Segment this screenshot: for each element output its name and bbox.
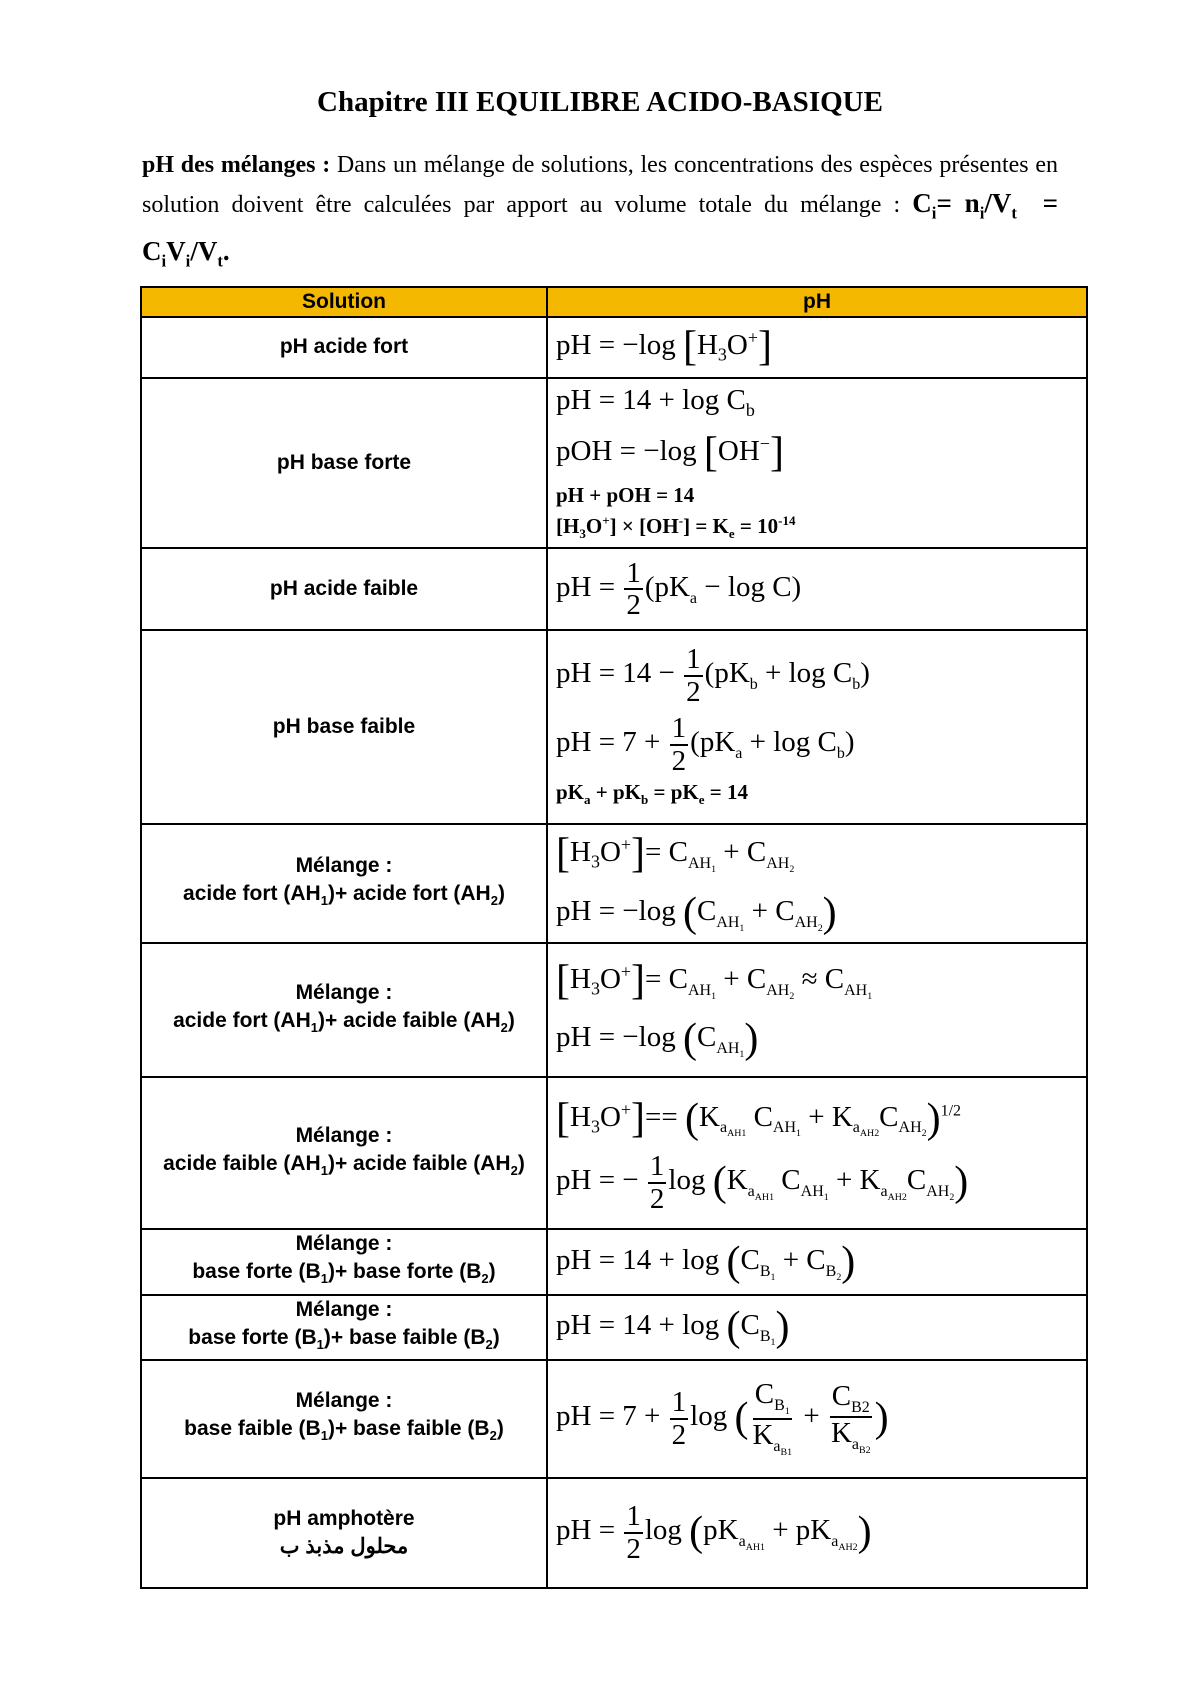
row-equation bbox=[547, 1360, 1087, 1478]
note: $[H_3O^+] \times [OH^-] = K_e = 10^{-14}$ bbox=[556, 513, 796, 542]
equation: pOH = −log [OH−] bbox=[556, 429, 784, 476]
page-title: Chapitre III EQUILIBRE ACIDO-BASIQUE bbox=[317, 86, 883, 118]
equation: $[H_3O^+]== (K_{a_{AH1}}$ $C_{AH_1} + K_{a_{AH2}}C_{AH_2})^{1/2}$ bbox=[556, 1095, 962, 1142]
row-label bbox=[141, 1295, 547, 1360]
equation: $[H_3O^+]= C_{AH_1} + C_{AH_2}$ bbox=[556, 831, 795, 878]
table-row bbox=[141, 1478, 1087, 1588]
equation: pH = −log $[H_3O^+]$ bbox=[556, 324, 772, 370]
row-label-top: Mélange : bbox=[295, 1389, 393, 1413]
row-equation bbox=[547, 1077, 1087, 1229]
table-row bbox=[141, 1360, 1087, 1478]
row-label-top: Mélange : bbox=[295, 1123, 393, 1147]
equation: pH = $14 + \log (C_{B_1} + C_{B_2})$ bbox=[556, 1238, 856, 1285]
table-row bbox=[141, 630, 1087, 824]
equation: pH = 7 + $\frac{1}{2}$ $(pK_a + \log C_b)$ bbox=[556, 712, 855, 777]
table-row bbox=[141, 824, 1087, 943]
equation: pH = −log $(C_{AH_1})$ bbox=[556, 1016, 759, 1063]
row-label-top: Mélange : bbox=[295, 1297, 393, 1321]
row-label-top: Mélange : bbox=[295, 1232, 393, 1256]
equation: pH = $\frac{1}{2}$ $(pK_a - \log C)$ bbox=[556, 557, 802, 622]
equation: pH = 7 + $\frac{1}{2}$ log ( $\frac{C_{B_1}}{K_{a_{B1}}}$ + $\frac{C_{B2}}{K_{a_{B2}}}$ ) bbox=[556, 1378, 889, 1458]
row-label: pH acide fort bbox=[141, 317, 547, 378]
equation: pH = $14 + \log C_b$ bbox=[556, 383, 755, 420]
intro-formula: $C_i= n_i/V_t = C_iV_i/V_t$. bbox=[142, 188, 1059, 271]
row-label: pH base forte bbox=[141, 378, 547, 549]
equation: pH = $\frac{1}{2}$ $\log (pK_{a_{AH1}} + pK_{a_{AH2}})$ bbox=[556, 1500, 872, 1565]
row-equation bbox=[547, 630, 1087, 824]
row-equation bbox=[547, 317, 1087, 378]
row-label-main: acide fort $(AH_1)+$ acide fort $(AH_2)$ bbox=[183, 882, 505, 909]
intro-lead: pH des mélanges : bbox=[142, 152, 331, 178]
equation: $[H_3O^+]= C_{AH_1} + C_{AH_2} \approx C_{AH_1}$ bbox=[556, 957, 873, 1004]
equation: pH = − $\frac{1}{2}$ $\log (K_{a_{AH1}}$ $C_{AH_1} + K_{a_{AH2}}C_{AH_2}$) bbox=[556, 1150, 969, 1215]
note: $pK_a + pK_b = pK_e = 14$ bbox=[556, 780, 748, 808]
equation: pH = −log $(C_{AH_1} + C_{AH_2})$ bbox=[556, 889, 837, 936]
row-label bbox=[141, 1478, 547, 1588]
header-ph: pH bbox=[547, 287, 1087, 317]
row-equation bbox=[547, 1229, 1087, 1294]
table-row bbox=[141, 943, 1087, 1077]
intro-text: Dans un mélange de solutions, les concentrations des espèces présentes en solution doivent être calculées par apport au volume totale du mélange : bbox=[142, 152, 1058, 218]
row-label-main: base forte $(B_1)+$ base forte $(B_2)$ bbox=[192, 1260, 496, 1287]
table-row bbox=[141, 1077, 1087, 1229]
row-label bbox=[141, 943, 547, 1077]
equation: pH = $14 + \log (C_{B_1})$ bbox=[556, 1303, 790, 1350]
row-label-main: acide faible $(AH_1)+$ acide faible $(AH_2)$ bbox=[163, 1151, 525, 1179]
equation: pH = 14 − $\frac{1}{2}$ $(pK_b + \log C_b)$ bbox=[556, 643, 870, 708]
row-label-main: pH amphotère bbox=[273, 1506, 415, 1530]
row-label-main: base faible $(B_1)+$ base faible $(B_2)$ bbox=[184, 1417, 504, 1444]
table-row bbox=[141, 548, 1087, 630]
row-label bbox=[141, 1360, 547, 1478]
row-equation bbox=[547, 824, 1087, 943]
intro-paragraph bbox=[142, 146, 1058, 281]
table-row bbox=[141, 317, 1087, 378]
row-equation bbox=[547, 943, 1087, 1077]
row-equation bbox=[547, 1295, 1087, 1360]
row-equation bbox=[547, 548, 1087, 630]
row-label bbox=[141, 1229, 547, 1294]
row-equation bbox=[547, 378, 1087, 549]
row-label-top: Mélange : bbox=[295, 980, 393, 1004]
table-row bbox=[141, 1295, 1087, 1360]
row-label-main: base forte $(B_1)+$ base faible $(B_2)$ bbox=[188, 1325, 500, 1352]
row-label-arabic: محلول مذبذ ب bbox=[279, 1534, 409, 1558]
row-label bbox=[141, 1077, 547, 1229]
table-header-row bbox=[141, 287, 1087, 317]
row-label: pH base faible bbox=[141, 630, 547, 824]
note: pH + pOH = 14 bbox=[556, 483, 695, 508]
table-row bbox=[141, 378, 1087, 549]
row-label-main: acide fort $(AH_1)+$ acide faible $(AH_2)$ bbox=[173, 1008, 515, 1036]
row-equation bbox=[547, 1478, 1087, 1588]
row-label bbox=[141, 824, 547, 943]
header-solution: Solution bbox=[141, 287, 547, 317]
row-label-top: Mélange : bbox=[295, 854, 393, 878]
table-row bbox=[141, 1229, 1087, 1294]
ph-table bbox=[140, 286, 1088, 1589]
row-label: pH acide faible bbox=[141, 548, 547, 630]
